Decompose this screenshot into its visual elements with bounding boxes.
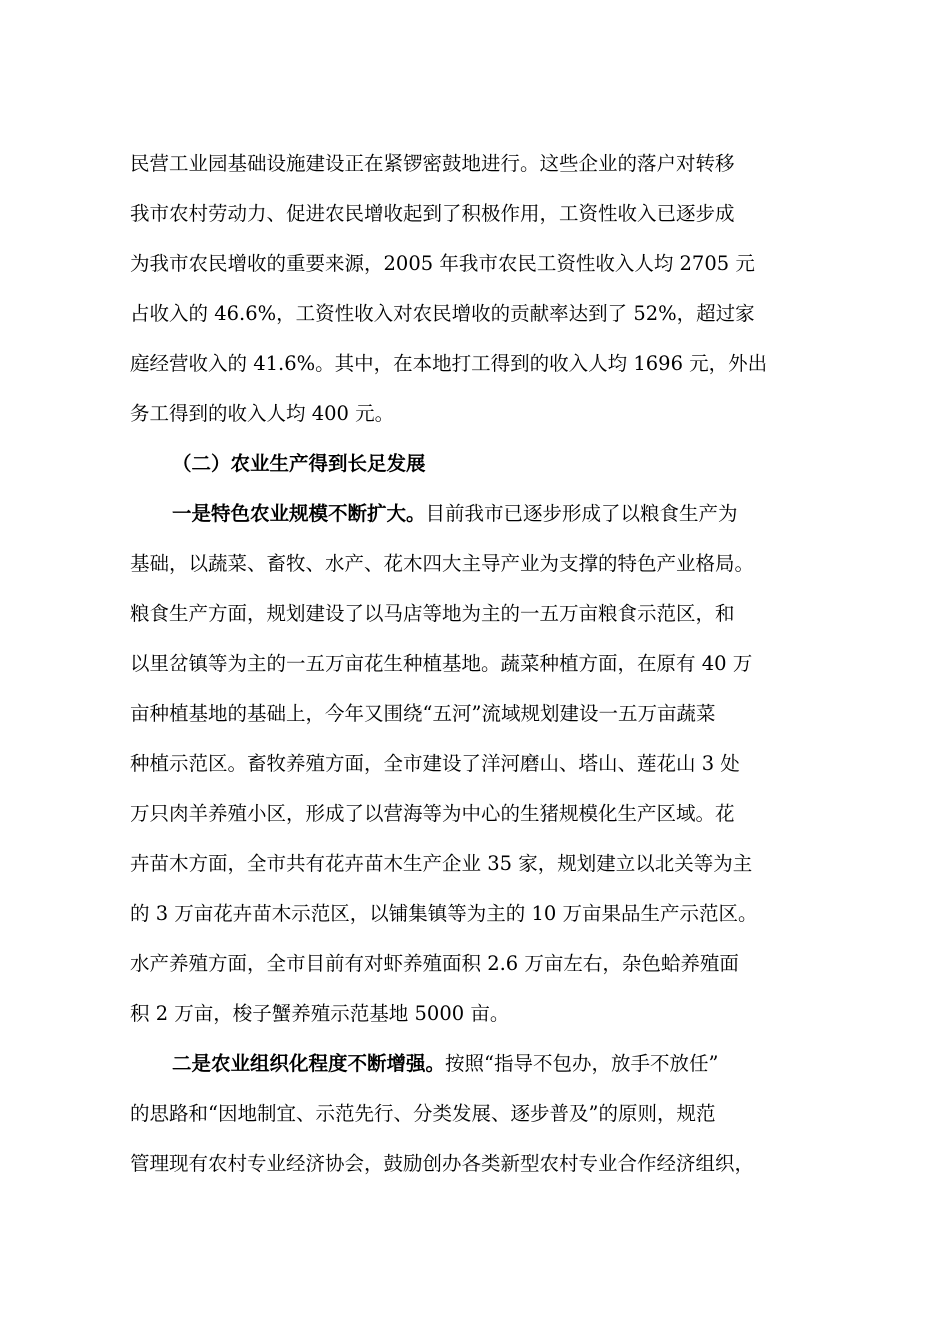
para2-line-8: 卉苗木方面，全市共有花卉苗木生产企业 35 家，规划建立以北关等为主 — [130, 852, 753, 875]
para2-line-2: 基础，以蔬菜、畜牧、水产、花木四大主导产业为支撑的特色产业格局。 — [130, 552, 755, 575]
para1-line-5: 庭经营收入的 41.6%。其中，在本地打工得到的收入人均 1696 元，外出 — [130, 352, 768, 375]
para2-line-5: 亩种植基地的基础上，今年又围绕“五河”流域规划建设一五万亩蔬菜 — [130, 702, 716, 725]
para2-line-10: 水产养殖方面，全市目前有对虾养殖面积 2.6 万亩左右，杂色蛤养殖面 — [130, 952, 739, 975]
para1-line-2: 我市农村劳动力、促进农民增收起到了积极作用，工资性收入已逐步成 — [130, 202, 735, 225]
section-heading — [172, 450, 830, 478]
para2-line-6: 种植示范区。畜牧养殖方面，全市建设了洋河磨山、塔山、莲花山 3 处 — [130, 752, 740, 775]
para3-lead: 二是农业组织化程度不断增强。 — [172, 1052, 446, 1075]
para2-line-1 — [172, 500, 830, 528]
para3-first-line-rest: 按照“指导不包办，放手不放任” — [445, 1052, 719, 1075]
para3-line-1 — [172, 1050, 830, 1078]
para2-lead: 一是特色农业规模不断扩大。 — [172, 502, 426, 525]
para3-line-3: 管理现有农村专业经济协会，鼓励创办各类新型农村专业合作经济组织， — [130, 1152, 755, 1175]
para3-line-2: 的思路和“因地制宜、示范先行、分类发展、逐步普及”的原则，规范 — [130, 1102, 716, 1125]
para2-line-3: 粮食生产方面，规划建设了以马店等地为主的一五万亩粮食示范区，和 — [130, 602, 735, 625]
para2-line-7: 万只肉羊养殖小区，形成了以营海等为中心的生猪规模化生产区域。花 — [130, 802, 735, 825]
para2-line-9: 的 3 万亩花卉苗木示范区，以铺集镇等为主的 10 万亩果品生产示范区。 — [130, 902, 758, 925]
para2-first-line-rest: 目前我市已逐步形成了以粮食生产为 — [425, 502, 738, 525]
para2-line-11: 积 2 万亩，梭子蟹养殖示范基地 5000 亩。 — [130, 1002, 510, 1025]
para1-line-6: 务工得到的收入人均 400 元。 — [130, 402, 395, 425]
section-heading-text: （二）农业生产得到长足发展 — [172, 452, 426, 475]
para1-line-4: 占收入的 46.6%，工资性收入对农民增收的贡献率达到了 52%，超过家 — [130, 302, 755, 325]
para2-line-4: 以里岔镇等为主的一五万亩花生种植基地。蔬菜种植方面，在原有 40 万 — [130, 652, 753, 675]
para1-line-3: 为我市农民增收的重要来源，2005 年我市农民工资性收入人均 2705 元 — [130, 252, 755, 275]
para1-line-1: 民营工业园基础设施建设正在紧锣密鼓地进行。这些企业的落户对转移 — [130, 152, 735, 175]
